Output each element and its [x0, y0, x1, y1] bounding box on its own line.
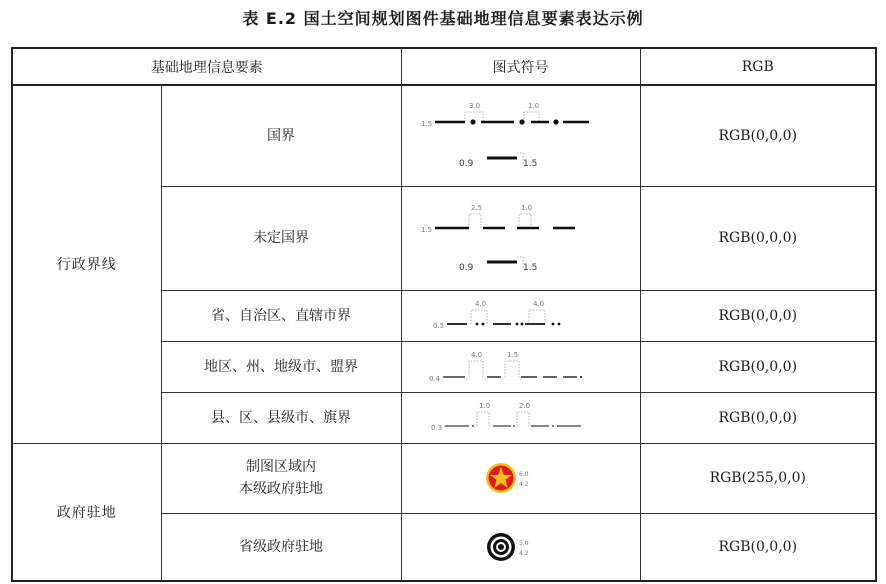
svg-text:0.4: 0.4 [428, 374, 440, 383]
header-symbol: 图式符号 [401, 48, 640, 85]
row-label: 省、自治区、直辖市界 [161, 290, 401, 341]
svg-text:1.5: 1.5 [522, 158, 537, 169]
symbol-cell [401, 513, 640, 581]
svg-text:1.0: 1.0 [527, 101, 539, 110]
svg-text:1.0: 1.0 [478, 401, 490, 410]
table-title: 表 E.2 国土空间规划图件基础地理信息要素表达示例 [242, 9, 644, 28]
rgb-value: RGB(0,0,0) [640, 186, 876, 290]
svg-text:4.2: 4.2 [518, 481, 529, 488]
svg-text:6.0: 6.0 [518, 471, 529, 478]
svg-text:4.0: 4.0 [470, 350, 482, 359]
table-row [12, 85, 876, 186]
svg-text:1.5: 1.5 [506, 350, 518, 359]
svg-text:5.0: 5.0 [518, 539, 529, 547]
row-label-line-2: 本级政府驻地 [239, 481, 323, 497]
rgb-value: RGB(0,0,0) [640, 341, 876, 392]
header-row [12, 48, 876, 85]
svg-text:0.5: 0.5 [432, 321, 444, 330]
svg-text:1.5: 1.5 [522, 263, 537, 273]
rgb-value: RGB(0,0,0) [640, 392, 876, 443]
row-label: 省级政府驻地 [161, 513, 401, 581]
category-admin-boundary: 行政界线 [12, 85, 161, 443]
symbol-cell [401, 443, 640, 513]
svg-text:2.0: 2.0 [518, 401, 530, 410]
row-label [161, 443, 401, 513]
svg-text:1.5: 1.5 [420, 119, 432, 128]
svg-text:2.5: 2.5 [470, 204, 482, 212]
svg-text:3.0: 3.0 [468, 101, 480, 110]
svg-text:0.9: 0.9 [458, 263, 473, 273]
svg-text:4.0: 4.0 [474, 299, 486, 308]
svg-text:4.2: 4.2 [518, 549, 529, 557]
rgb-value: RGB(0,0,0) [640, 290, 876, 341]
header-element: 基础地理信息要素 [12, 48, 401, 85]
svg-text:0.3: 0.3 [430, 423, 442, 432]
undetermined-boundary-symbol [421, 198, 621, 278]
symbol-table [11, 47, 877, 582]
row-label: 地区、州、地级市、盟界 [161, 341, 401, 392]
symbol-cell [401, 392, 640, 443]
row-label: 县、区、县级市、旗界 [161, 392, 401, 443]
row-label: 未定国界 [161, 186, 401, 290]
svg-text:1.5: 1.5 [420, 226, 432, 234]
row-label: 国界 [161, 85, 401, 186]
svg-text:4.0: 4.0 [532, 299, 544, 308]
provincial-boundary-symbol [421, 296, 621, 336]
header-rgb: RGB [640, 48, 876, 85]
prefectural-boundary-symbol [421, 347, 621, 387]
concentric-circle-icon [481, 527, 561, 567]
symbol-cell [401, 186, 640, 290]
county-boundary-symbol [421, 398, 621, 438]
rgb-value: RGB(0,0,0) [640, 513, 876, 581]
capital-star-icon [481, 458, 561, 498]
national-boundary-symbol [421, 96, 621, 176]
row-label-line-1: 制图区域内 [246, 459, 316, 475]
svg-text:1.0: 1.0 [520, 204, 532, 212]
symbol-cell [401, 341, 640, 392]
table-row [12, 443, 876, 513]
symbol-cell [401, 290, 640, 341]
symbol-cell [401, 85, 640, 186]
rgb-value: RGB(255,0,0) [640, 443, 876, 513]
svg-text:0.9: 0.9 [458, 158, 473, 169]
category-government-seat: 政府驻地 [12, 443, 161, 581]
rgb-value: RGB(0,0,0) [640, 85, 876, 186]
